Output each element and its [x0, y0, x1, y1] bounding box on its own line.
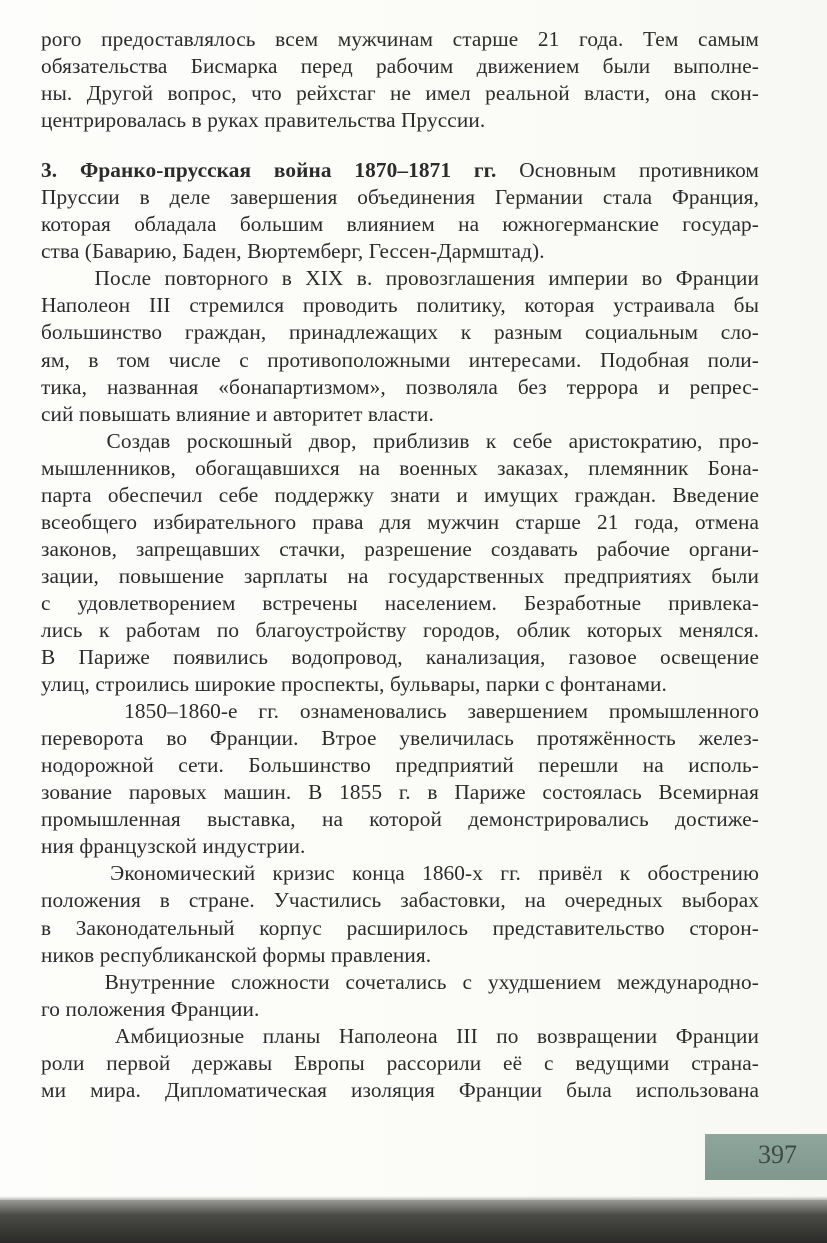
- text-line: сий повышать влияние и авторитет власти.: [41, 401, 434, 426]
- scanner-bottom-band: [0, 1200, 827, 1243]
- text-line: промышленная выставка, на которой демонстрировались достиже-: [41, 807, 759, 832]
- text-line: ников республиканской формы правления.: [41, 942, 432, 967]
- text-line: улиц, строились широкие проспекты, бульвары, парки с фонтанами.: [41, 672, 667, 697]
- text-line: ям, в том числе с противоположными интересами. Подобная поли-: [41, 347, 759, 372]
- text-line: обязательства Бисмарка перед рабочим движением были выполне-: [41, 54, 759, 79]
- text-line: парта обеспечил себе поддержку знати и имущих граждан. Введение: [41, 482, 759, 507]
- text-line: всеобщего избирательного права для мужчин старше 21 года, отмена: [41, 509, 759, 534]
- text-line: положения в стране. Участились забастовки, на очередных выборах: [41, 888, 759, 913]
- text-line: рого предоставлялось всем мужчинам старше 21 года. Тем самым: [41, 27, 759, 51]
- text-line: Экономический кризис конца 1860-х гг. привёл к обострению: [41, 861, 759, 886]
- page-number: 397: [758, 1140, 797, 1169]
- text-line: ства (Баварию, Баден, Вюртемберг, Гессен-Дармштад).: [41, 239, 545, 264]
- text-line: ны. Другой вопрос, что рейхстаг не имел реальной власти, она скон-: [41, 81, 759, 106]
- text-line: в Законодательный корпус расширилось представительство сторон-: [41, 915, 759, 940]
- text-line: ния французской индустрии.: [41, 834, 306, 859]
- text-line: большинство граждан, принадлежащих к разным социальным сло-: [41, 320, 759, 345]
- text-line: го положения Франции.: [41, 996, 260, 1021]
- text-line: зование паровых машин. В 1855 г. в Париже состоялась Всемирная: [41, 780, 759, 805]
- text-line: которая обладала большим влиянием на южногерманские государ-: [41, 212, 759, 237]
- text-line: ми мира. Дипломатическая изоляция Франции была использована: [41, 1077, 759, 1102]
- paragraph-gap: [41, 134, 759, 157]
- text-line: После повторного в XIX в. провозглашения империи во Франции: [41, 266, 759, 291]
- text-line: Наполеон III стремился проводить политику, которая устраивала бы: [41, 293, 759, 318]
- text-line: тика, названная «бонапартизмом», позволяла без террора и репрес-: [41, 374, 759, 399]
- text-line: Амбициозные планы Наполеона III по возвращении Франции: [41, 1023, 759, 1048]
- text-line: В Париже появились водопровод, канализация, газовое освещение: [41, 645, 759, 670]
- section-heading: 3. Франко-прусская война 1870–1871 гг.: [41, 158, 497, 183]
- text-line: мышленников, обогащавшихся на военных заказах, племянник Бона-: [41, 455, 759, 480]
- body-text: [41, 26, 759, 1104]
- text-line: Пруссии в деле завершения объединения Германии стала Франция,: [41, 185, 759, 210]
- section-heading-line: [41, 157, 759, 184]
- text-line: законов, запрещавших стачки, разрешение создавать рабочие органи-: [41, 536, 759, 561]
- text-line: роли первой державы Европы рассорили её с ведущими страна-: [41, 1050, 759, 1075]
- text-line: переворота во Франции. Втрое увеличилась протяжённость желез-: [41, 726, 759, 751]
- section-heading-tail: Основным противником: [496, 158, 759, 183]
- text-line: Создав роскошный двор, приблизив к себе аристократию, про-: [41, 428, 759, 453]
- text-line: 1850–1860-е гг. ознаменовались завершением промышленного: [41, 699, 759, 724]
- text-line: с удовлетворением встречены населением. Безработные привлека-: [41, 590, 759, 615]
- text-line: нодорожной сети. Большинство предприятий перешли на исполь-: [41, 753, 759, 778]
- text-line: Внутренние сложности сочетались с ухудшением международно-: [41, 969, 759, 994]
- text-line: центрировалась в руках правительства Пруссии.: [41, 108, 486, 133]
- text-line: лись к работам по благоустройству городов, облик которых менялся.: [41, 617, 759, 642]
- text-line: зации, повышение зарплаты на государственных предприятиях были: [41, 563, 759, 588]
